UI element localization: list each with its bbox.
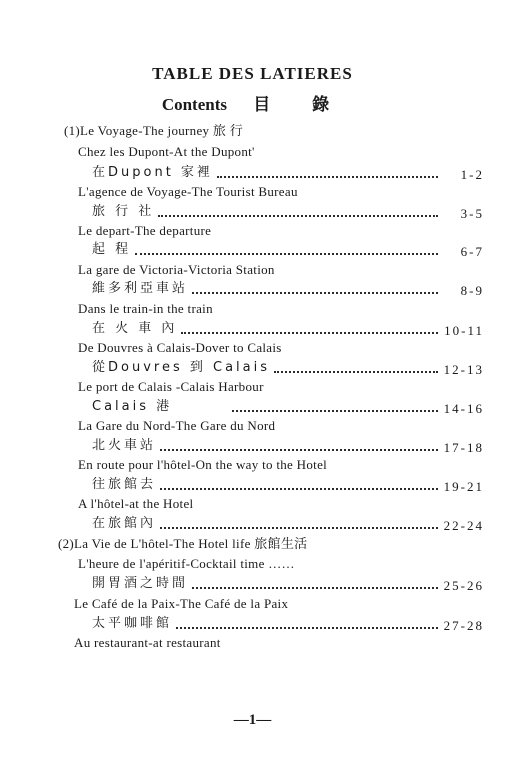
toc-entry-chinese: 往旅館去: [92, 477, 157, 492]
dot-leader: [232, 409, 438, 412]
toc-entry-pages: 25-26: [443, 578, 484, 593]
toc-entry-title: Le port de Calais -Calais Harbour: [78, 379, 264, 394]
toc-entry-title: La gare de Victoria-Victoria Station: [78, 262, 275, 277]
toc-entry-subline: [92, 203, 484, 221]
toc-entry-title: L'heure de l'apéritif-Cocktail time ……: [78, 556, 295, 571]
toc-entry-pages: 12-13: [443, 362, 484, 377]
toc-entry-chinese: 北火車站: [92, 438, 157, 453]
toc-entry-pages: 1-2: [460, 167, 484, 182]
toc-entry-chinese: 起 程: [92, 242, 132, 257]
toc-entry-subline: [92, 476, 484, 494]
toc-entry-title: Au restaurant-at restaurant: [74, 635, 221, 650]
toc-entry-chinese: 在旅館內: [92, 516, 157, 531]
subtitle-chinese: 目 錄: [253, 95, 344, 115]
toc-entry-title: L'agence de Voyage-The Tourist Bureau: [78, 184, 298, 199]
toc-entry-subline: [92, 615, 484, 633]
toc-entry-chinese: 維多利亞車站: [92, 281, 189, 296]
toc-entry-pages: 19-21: [443, 479, 484, 494]
toc-entry-chinese: 從Douvres 到 Calais: [92, 360, 270, 375]
dot-leader: [160, 487, 438, 490]
dot-leader: [160, 526, 438, 529]
section-title: (2)La Vie de L'hôtel-The Hotel life 旅館生活: [58, 536, 308, 551]
subtitle-english: Contents: [161, 95, 227, 114]
toc-entry-title: En route pour l'hôtel-On the way to the Hotel: [78, 457, 328, 472]
toc-entry-title: De Douvres à Calais-Dover to Calais: [78, 340, 282, 355]
toc-entry-subline: [92, 437, 484, 455]
dot-leader: [274, 370, 438, 373]
toc-entry-subline: [92, 515, 484, 533]
toc-entry-chinese: 在 火 車 內: [92, 321, 178, 336]
toc-entry-chinese: 旅 行 社: [92, 204, 155, 219]
dot-leader: [217, 175, 438, 178]
dot-leader: [176, 626, 438, 629]
toc-entry-subline: [92, 241, 484, 259]
toc-entry-pages: 14-16: [443, 401, 484, 416]
dot-leader: [135, 252, 438, 255]
toc-entry-pages: 6-7: [460, 244, 484, 259]
toc-entry-subline: [92, 398, 484, 416]
dot-leader: [160, 448, 438, 451]
toc-entry-title: Le depart-The departure: [78, 223, 212, 238]
toc-entry-subline: [92, 575, 484, 593]
toc-entry-subline: [92, 359, 484, 377]
toc-entry-title: Chez les Dupont-At the Dupont': [78, 144, 255, 159]
toc-entry-title: A l'hôtel-at the Hotel: [78, 496, 194, 511]
toc-entry-pages: 3-5: [460, 206, 484, 221]
toc-entry-chinese: 在Dupont 家裡: [92, 165, 213, 180]
toc-entry-title: La Gare du Nord-The Gare du Nord: [78, 418, 276, 433]
toc-entry-title: Le Café de la Paix-The Café de la Paix: [74, 596, 289, 611]
dot-leader: [158, 214, 438, 217]
toc-entry-subline: [92, 320, 484, 338]
dot-leader: [181, 331, 438, 334]
page-title: TABLE DES LATIERES: [152, 64, 353, 83]
toc-entry-subline: [92, 164, 484, 182]
dot-leader: [192, 586, 438, 589]
page-number: —1—: [233, 712, 272, 728]
toc-entry-chinese: 太平咖啡館: [92, 616, 173, 631]
toc-entry-pages: 17-18: [443, 440, 484, 455]
toc-entry-title: Dans le train-in the train: [78, 301, 213, 316]
toc-entry-pages: 8-9: [460, 283, 484, 298]
section-title: (1)Le Voyage-The journey 旅 行: [64, 123, 244, 138]
toc-entry-chinese: Calais 港: [92, 399, 173, 414]
toc-entry-pages: 27-28: [443, 618, 484, 633]
toc-entry-chinese: 開胃酒之時間: [92, 576, 189, 591]
toc-entry-pages: 22-24: [443, 518, 484, 533]
toc-entry-pages: 10-11: [444, 323, 484, 338]
dot-leader: [192, 291, 438, 294]
toc-entry-subline: [92, 280, 484, 298]
